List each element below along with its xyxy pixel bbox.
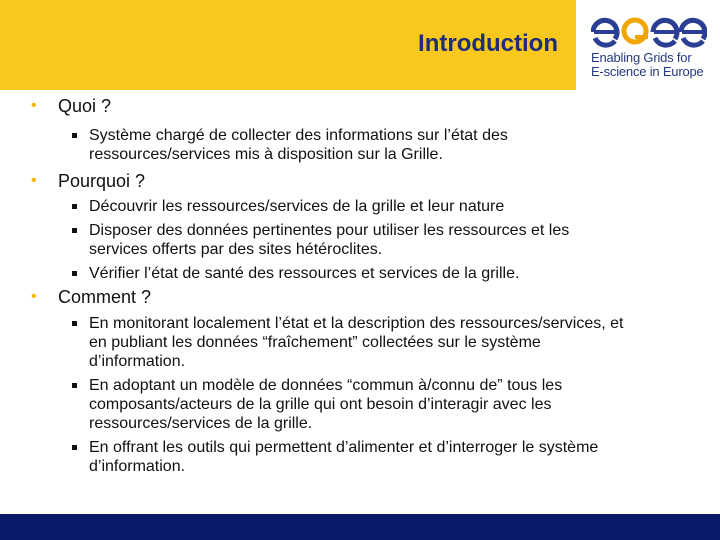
list-item [89, 126, 709, 164]
section-heading [31, 96, 112, 117]
list-item-line: d’information. [89, 353, 186, 370]
square-bullet-icon [72, 228, 77, 233]
square-bullet-icon [72, 321, 77, 326]
list-item [89, 438, 709, 476]
logo-tagline-line2: E-science in Europe [591, 64, 704, 79]
section-heading-text: Quoi ? [58, 96, 112, 116]
list-item [89, 314, 709, 371]
round-bullet-icon: • [31, 97, 37, 114]
square-bullet-icon [72, 204, 77, 209]
list-item-line: ressources/services mis à disposition sur la Grille. [89, 146, 443, 163]
list-item [89, 376, 709, 433]
list-item-line: En adoptant un modèle de données “commun à/connu de” tous les [89, 377, 563, 394]
section-heading-text: Pourquoi ? [58, 171, 146, 191]
section-heading-text: Comment ? [58, 287, 152, 307]
list-item [89, 221, 709, 259]
list-item-line: Système chargé de collecter des informations sur l’état des [89, 127, 508, 144]
list-item-line: d’information. [89, 458, 186, 475]
page-title: Introduction [418, 30, 558, 57]
footer-bar [0, 514, 720, 540]
list-item-line: En offrant les outils qui permettent d’alimenter et d’interroger le système [89, 439, 599, 456]
list-item-line: Disposer des données pertinentes pour utiliser les ressources et les [89, 222, 570, 239]
round-bullet-icon: • [31, 172, 37, 189]
list-item-line: ressources/services de la grille. [89, 415, 313, 432]
square-bullet-icon [72, 133, 77, 138]
list-item [89, 197, 709, 216]
list-item-line: composants/acteurs de la grille qui ont besoin d’interagir avec les [89, 396, 552, 413]
square-bullet-icon [72, 271, 77, 276]
list-item [89, 264, 709, 283]
list-item-line: services offerts par des sites hétéroclites. [89, 241, 383, 258]
list-item-line: En monitorant localement l’état et la description des ressources/services, et [89, 315, 624, 332]
list-item-line: en publiant les données “fraîchement” collectées sur le système [89, 334, 541, 351]
logo-tagline-line1: Enabling Grids for [591, 50, 692, 65]
list-item-line: Vérifier l’état de santé des ressources et services de la grille. [89, 265, 520, 282]
square-bullet-icon [72, 383, 77, 388]
round-bullet-icon: • [31, 288, 37, 305]
section-heading [31, 171, 146, 192]
list-item-line: Découvrir les ressources/services de la grille et leur nature [89, 198, 505, 215]
section-heading [31, 287, 152, 308]
square-bullet-icon [72, 445, 77, 450]
